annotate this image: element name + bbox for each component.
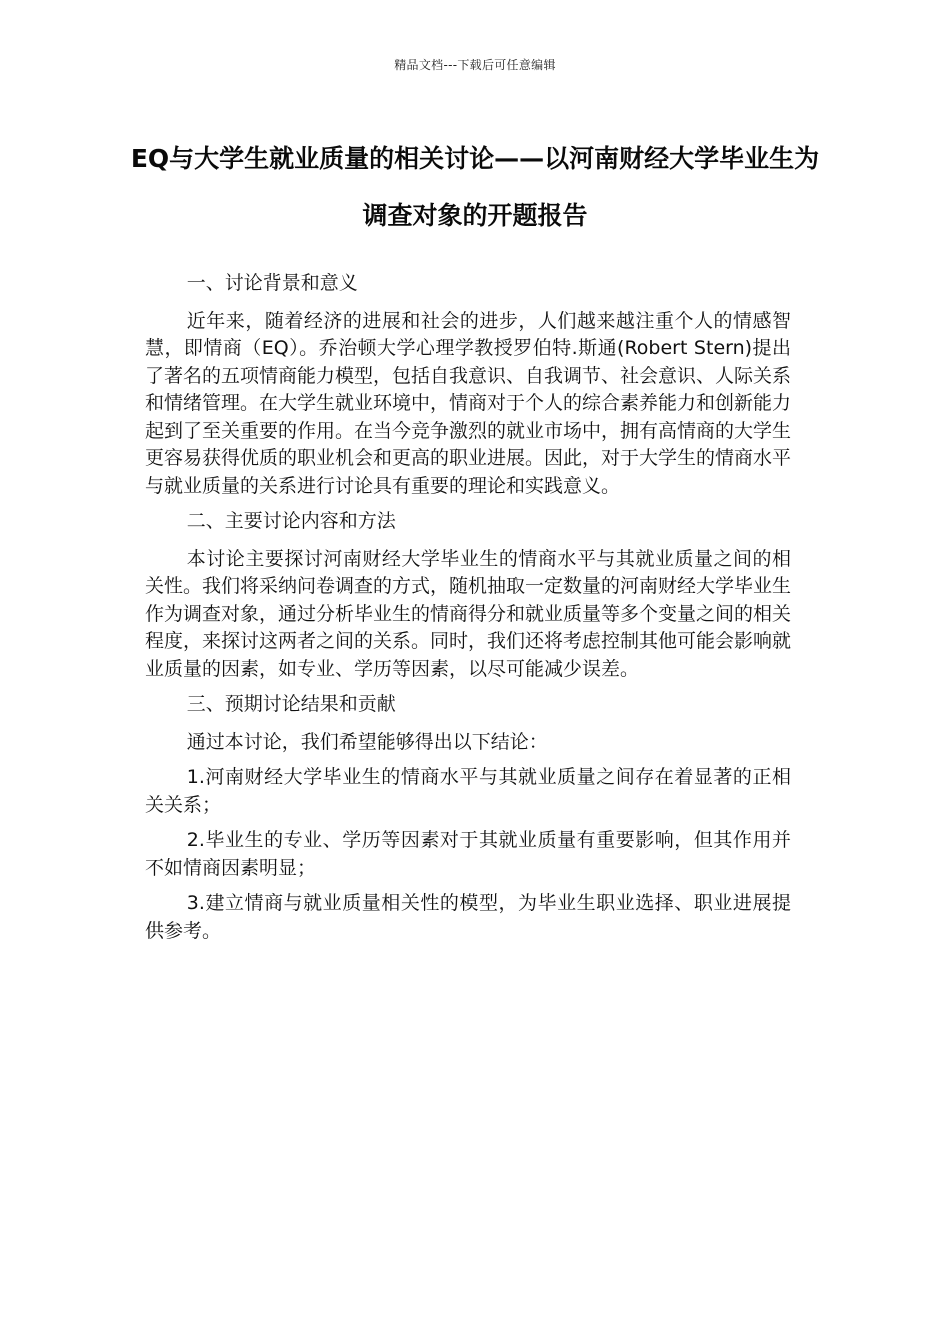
section-heading-expected-results: 三、预期讨论结果和贡献	[186, 693, 396, 715]
conclusion-item-1: 1.河南财经大学毕业生的情商水平与其就业质量之间存在着显著的正相关关系；	[145, 766, 791, 816]
paragraph-background: 近年来，随着经济的进展和社会的进步，人们越来越注重个人的情感智慧，即情商（EQ）。乔治顿大学心理学教授罗伯特.斯通(Robert Stern)提出了著名的五项情商能力模型，包括自我意识、自我调节、社会意识、人际关系和情绪管理。在大学生就业环境中，情商对于个人的综合素养能力和创新能力起到了至关重要的作用。在当今竞争激烈的就业市场中，拥有高情商的大学生更容易获得优质的职业机会和更高的职业进展。因此，对于大学生的情商水平与就业质量的关系进行讨论具有重要的理论和实践意义。	[145, 309, 792, 497]
paragraph-intro-conclusions: 通过本讨论，我们希望能够得出以下结论：	[186, 730, 548, 753]
paragraph-content-method: 本讨论主要探讨河南财经大学毕业生的情商水平与其就业质量之间的相关性。我们将采纳问卷调查的方式，随机抽取一定数量的河南财经大学毕业生作为调查对象，通过分析毕业生的情商得分和就业质量等多个变量之间的相关程度，来探讨这两者之间的关系。同时，我们还将考虑控制其他可能会影响就业质量的因素，如专业、学历等因素，以尽可能减少误差。	[145, 547, 792, 680]
conclusion-item-3: 3.建立情商与就业质量相关性的模型，为毕业生职业选择、职业进展提供参考。	[145, 892, 791, 942]
section-heading-background: 一、讨论背景和意义	[186, 272, 358, 294]
document-body	[145, 270, 791, 953]
header-note: 精品文档---下载后可任意编辑	[394, 58, 556, 72]
section-heading-content-method: 二、主要讨论内容和方法	[186, 510, 396, 532]
conclusion-item-2: 2.毕业生的专业、学历等因素对于其就业质量有重要影响，但其作用并不如情商因素明显；	[145, 829, 791, 879]
document-title: EQ与大学生就业质量的相关讨论——以河南财经大学毕业生为调查对象的开题报告	[130, 144, 820, 230]
